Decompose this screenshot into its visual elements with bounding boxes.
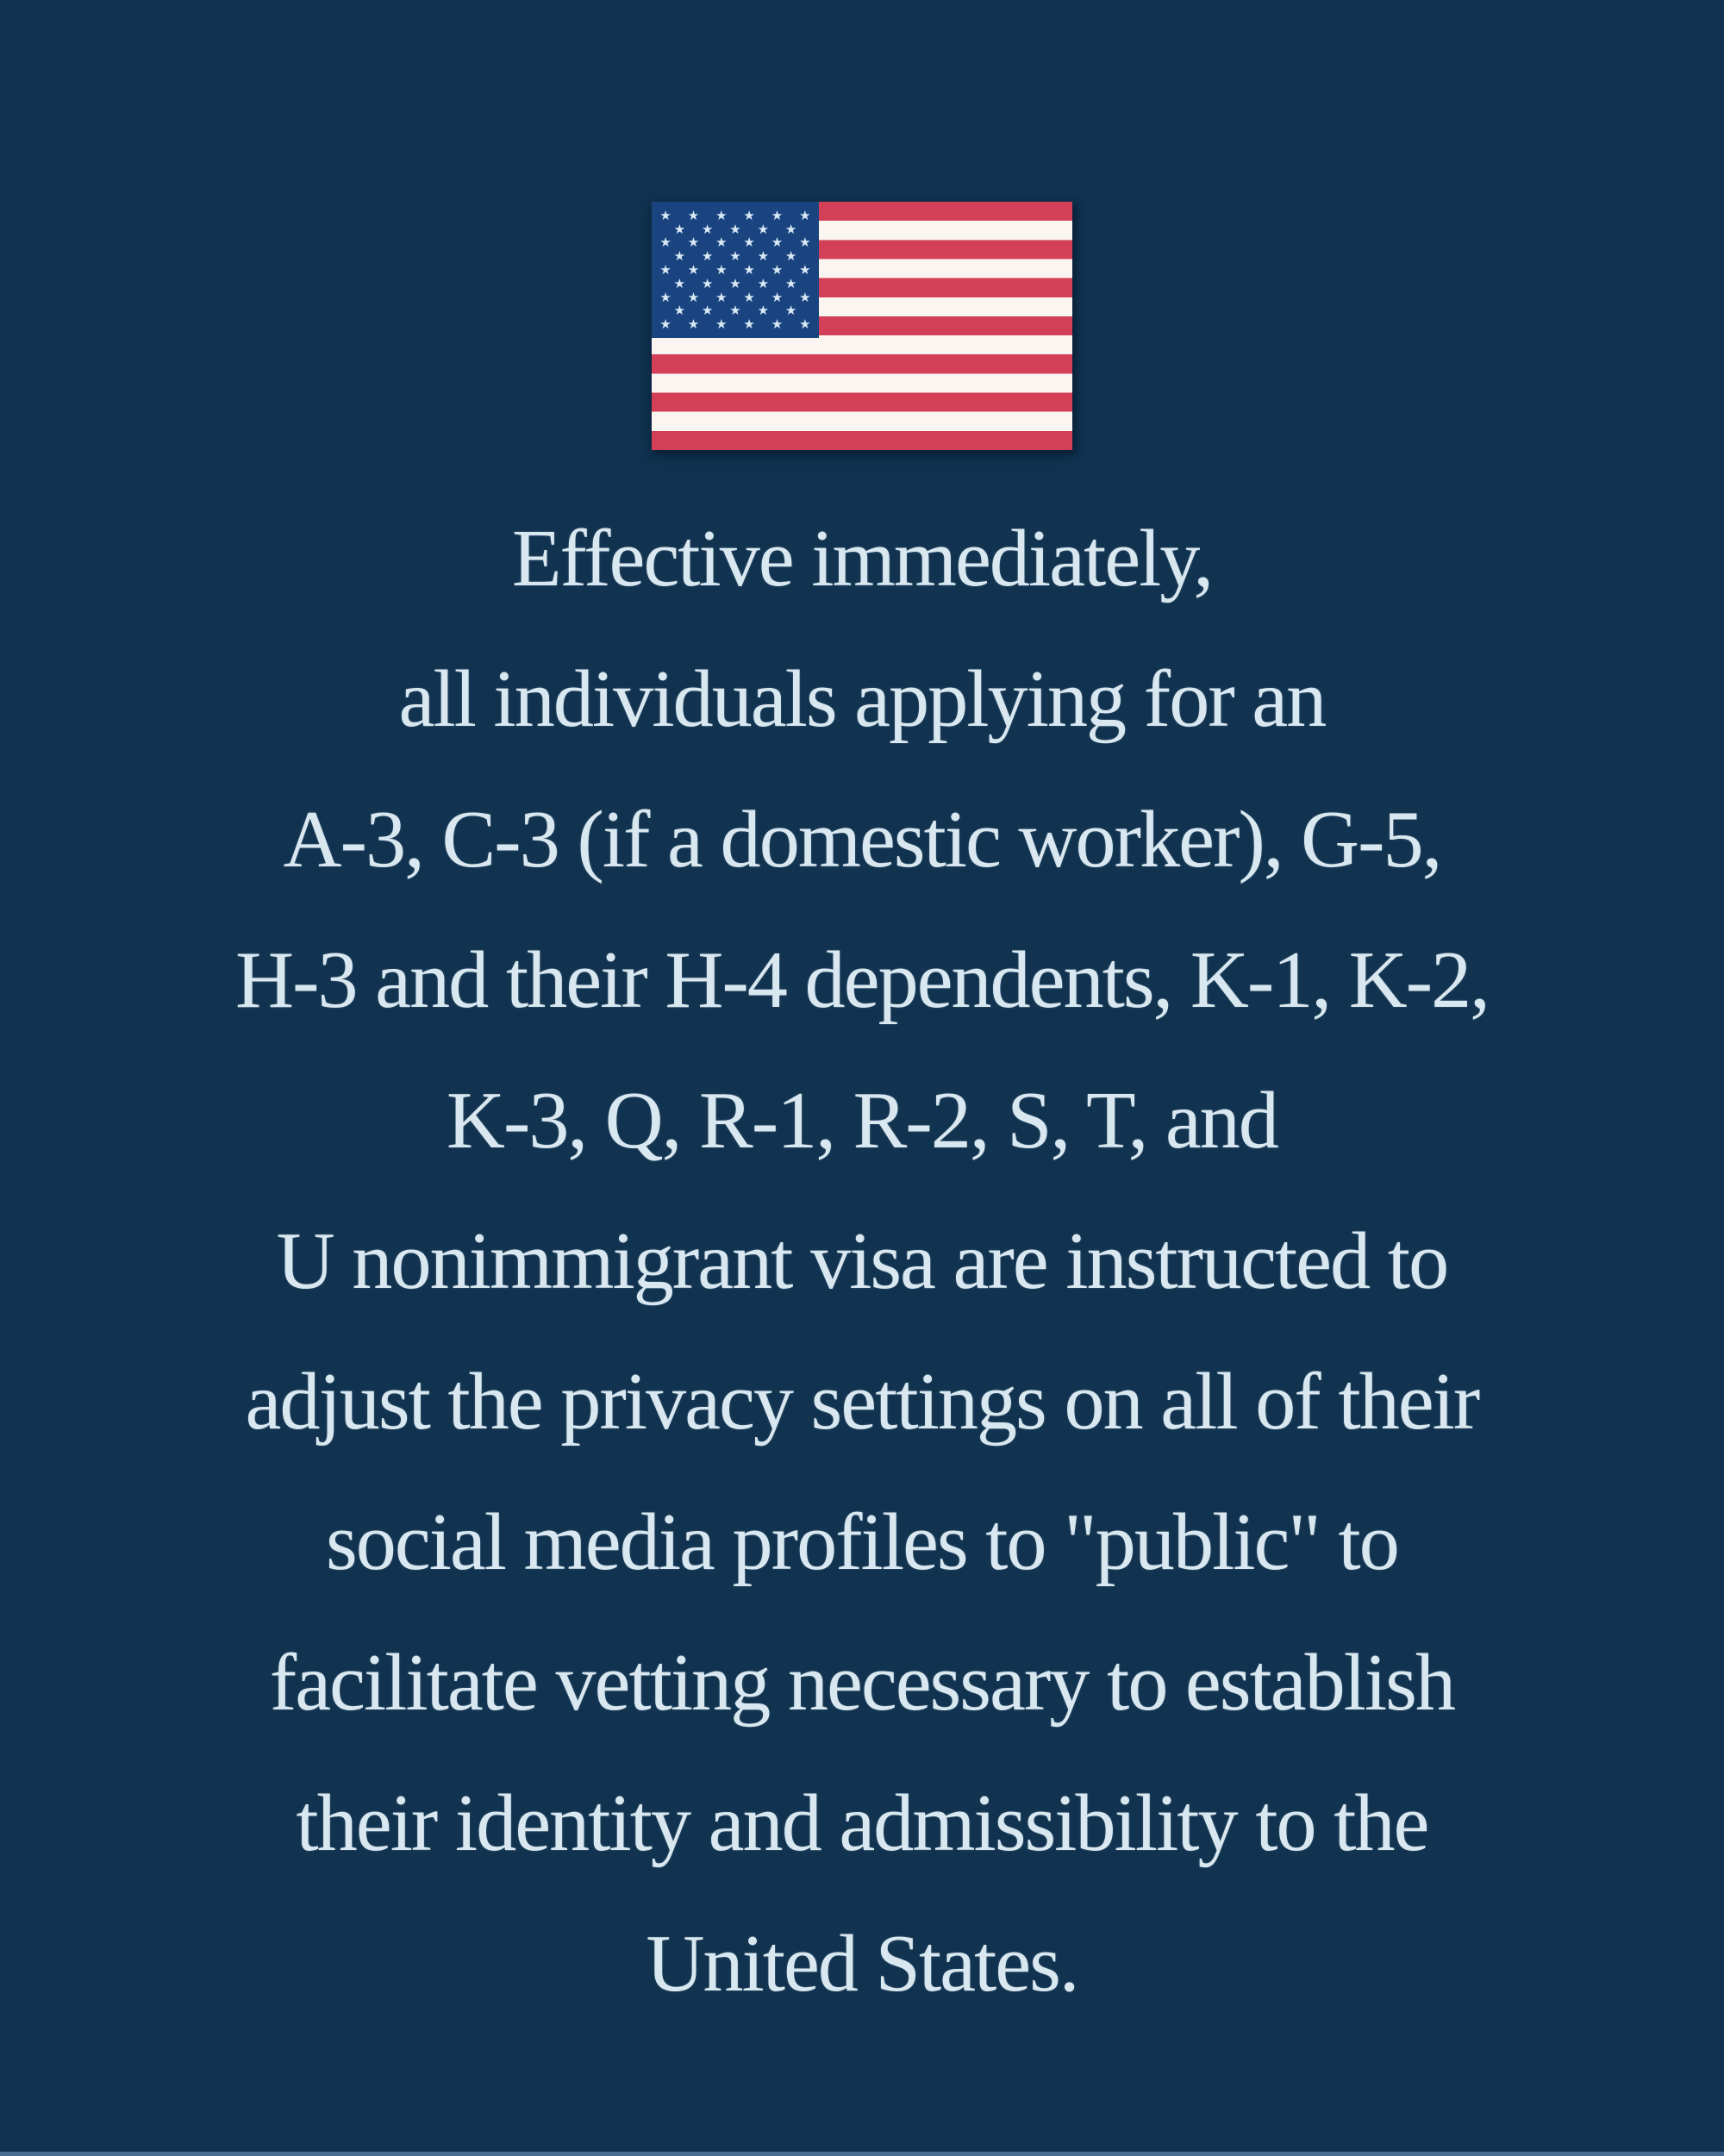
announcement-line: United States.: [646, 1919, 1078, 2009]
announcement-line: U nonimmigrant visa are instructed to: [276, 1216, 1448, 1306]
announcement-line: K-3, Q, R-1, R-2, S, T, and: [446, 1076, 1278, 1165]
announcement-line: Effective immediately,: [511, 514, 1213, 603]
announcement-line: all individuals applying for an: [398, 654, 1326, 744]
announcement-line: their identity and admissibility to the: [296, 1778, 1428, 1868]
announcement-line: facilitate vetting necessary to establish: [269, 1638, 1455, 1728]
announcement-text: [0, 489, 1724, 2034]
flag-canton: ★ ★ ★ ★ ★ ★ ★ ★ ★ ★ ★ ★ ★ ★ ★ ★ ★ ★ ★ ★ ★ ★ ★ ★ ★ ★ ★ ★ ★ ★ ★ ★ ★ ★ ★ ★ ★ ★ ★ ★ ★ ★ ★ ★ ★ ★ ★ ★ ★ ★: [652, 202, 819, 338]
announcement-line: A-3, C-3 (if a domestic worker), G-5,: [283, 795, 1441, 884]
announcement-line: social media profiles to "public" to: [326, 1497, 1398, 1587]
announcement-line: H-3 and their H-4 dependents, K-1, K-2,: [235, 935, 1489, 1025]
bottom-edge-strip: [0, 2152, 1724, 2156]
us-flag-icon: [652, 202, 1072, 450]
announcement-line: adjust the privacy settings on all of their: [245, 1357, 1479, 1447]
